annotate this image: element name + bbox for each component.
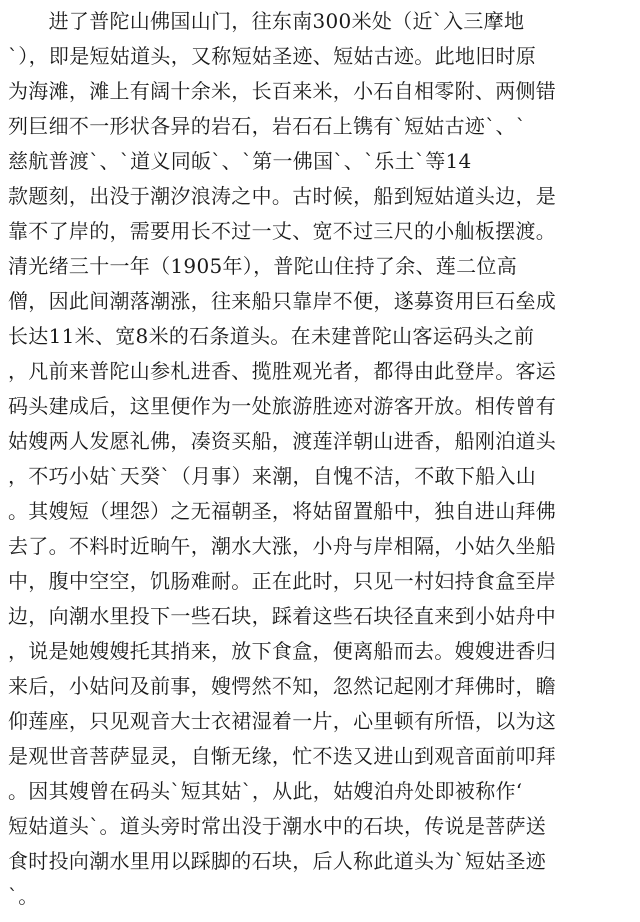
text-line: 靠不了岸的，需要用长不过一丈、宽不过三尺的小舢板摆渡。 bbox=[8, 219, 557, 243]
text-line: 短姑道头`。道头旁时常出没于潮水中的石块，传说是菩萨送 bbox=[8, 814, 547, 838]
text-line: 是观世音菩萨显灵，自惭无缘，忙不迭又进山到观音面前叩拜 bbox=[8, 744, 557, 768]
text-line: 僧，因此间潮落潮涨，往来船只靠岸不便，遂募资用巨石垒成 bbox=[8, 289, 557, 313]
text-line: 中，腹中空空，饥肠难耐。正在此时，只见一村妇持食盒至岸 bbox=[8, 569, 557, 593]
text-line: ，不巧小姑`天癸`（月事）来潮，自愧不洁，不敢下船入山 bbox=[8, 464, 537, 488]
text-line: 长达11米、宽8米的石条道头。在未建普陀山客运码头之前 bbox=[8, 324, 535, 348]
text-line: 边，向潮水里投下一些石块，踩着这些石块径直来到小姑舟中 bbox=[8, 604, 557, 628]
text-line: ，凡前来普陀山参札进香、揽胜观光者，都得由此登岸。客运 bbox=[8, 359, 557, 383]
text-line: 进了普陀山佛国山门，往东南300米处（近`入三摩地 bbox=[8, 9, 525, 33]
text-line: 为海滩，滩上有阔十余米，长百来米，小石自相零附、两侧错 bbox=[8, 79, 557, 103]
text-line: 仰莲座，只见观音大士衣裙湿着一片，心里顿有所悟，以为这 bbox=[8, 709, 557, 733]
text-line: `。 bbox=[8, 884, 39, 908]
text-line: `），即是短姑道头，又称短姑圣迹、短姑古迹。此地旧时原 bbox=[8, 44, 537, 68]
text-line: 列巨细不一形状各异的岩石，岩石石上镌有`短姑古迹`、` bbox=[8, 114, 527, 138]
text-line: 食时投向潮水里用以踩脚的石块，后人称此道头为`短姑圣迹 bbox=[8, 849, 547, 873]
text-line: 来后，小姑问及前事，嫂愕然不知，忽然记起刚才拜佛时，瞻 bbox=[8, 674, 557, 698]
text-line: ，说是她嫂嫂托其捎来，放下食盒，便离船而去。嫂嫂进香归 bbox=[8, 639, 557, 663]
text-line: 款题刻，出没于潮汐浪涛之中。古时候，船到短姑道头边，是 bbox=[8, 184, 557, 208]
text-line: 码头建成后，这里便作为一处旅游胜迹对游客开放。相传曾有 bbox=[8, 394, 557, 418]
text-line: 姑嫂两人发愿礼佛，凑资买船，渡莲洋朝山进香，船刚泊道头 bbox=[8, 429, 557, 453]
text-line: 清光绪三十一年（1905年），普陀山住持了余、莲二位高 bbox=[8, 254, 517, 278]
text-line: 。其嫂短（埋怨）之无福朝圣，将姑留置船中，独自进山拜佛 bbox=[8, 499, 557, 523]
text-line: 慈航普渡`、`道义同皈`、`第一佛国`、`乐土`等14 bbox=[8, 149, 472, 173]
text-line: 去了。不料时近晌午，潮水大涨，小舟与岸相隔，小姑久坐船 bbox=[8, 534, 557, 558]
text-line: 。因其嫂曾在码头`短其姑`，从此，姑嫂泊舟处即被称作‘ bbox=[8, 779, 523, 803]
